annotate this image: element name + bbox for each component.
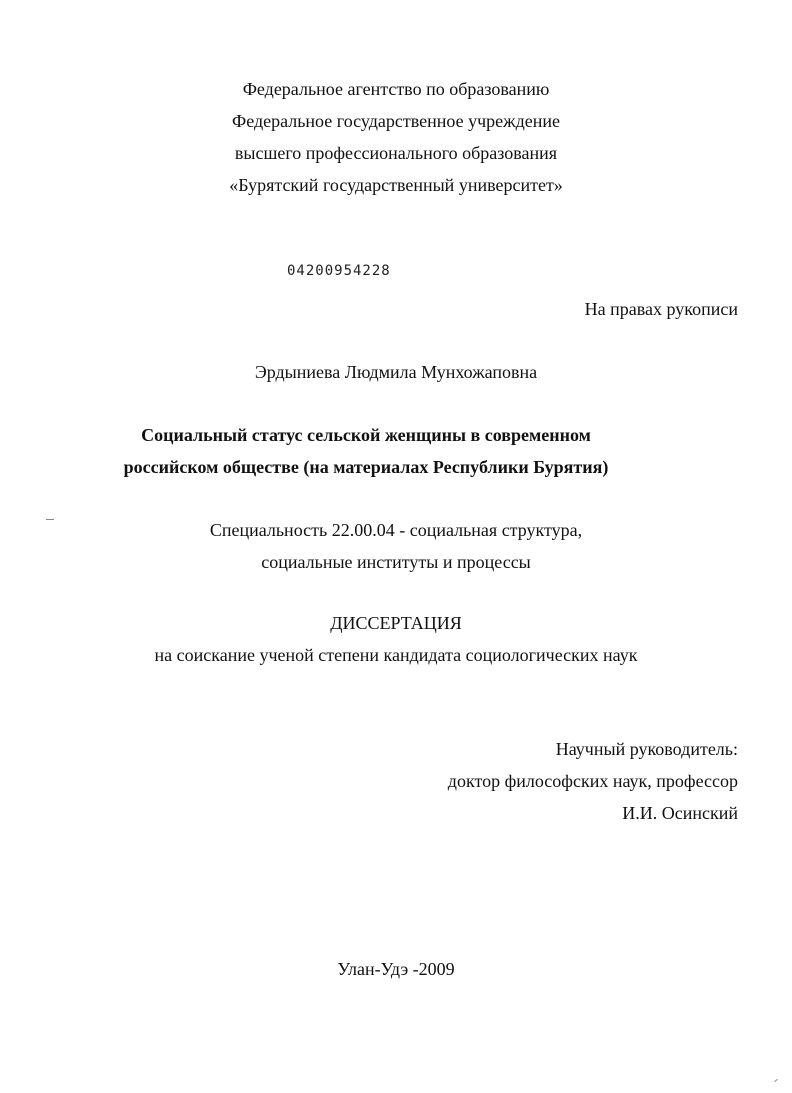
dissertation-title-line-2: российском обществе (на материалах Республики Бурятия) xyxy=(123,457,609,477)
corner-scan-mark xyxy=(774,1079,778,1082)
supervisor-title: доктор философских наук, профессор xyxy=(447,771,738,791)
work-type: ДИССЕРТАЦИЯ xyxy=(330,613,462,633)
agency-line: Федеральное агентство по образованию xyxy=(242,79,550,99)
specialty-line-2: социальные институты и процессы xyxy=(261,552,531,572)
author-name: Эрдыниева Людмила Мунхожаповна xyxy=(254,362,538,382)
dissertation-title-line-1: Социальный статус сельской женщины в современном xyxy=(141,425,591,445)
manuscript-rights: На правах рукописи xyxy=(584,299,738,319)
specialty-line-1: Специальность 22.00.04 - социальная структура, xyxy=(209,520,583,540)
library-number-stamp: 04200954228 xyxy=(287,263,391,279)
institution-line: Федеральное государственное учреждение xyxy=(231,111,561,131)
education-line: высшего профессионального образования xyxy=(234,143,558,163)
supervisor-label: Научный руководитель: xyxy=(555,739,738,759)
supervisor-name: И.И. Осинский xyxy=(622,803,738,823)
degree-line: на соискание ученой степени кандидата социологических наук xyxy=(154,645,638,665)
city-year: Улан-Удэ -2009 xyxy=(337,959,455,979)
university-line: «Бурятский государственный университет» xyxy=(229,175,563,195)
